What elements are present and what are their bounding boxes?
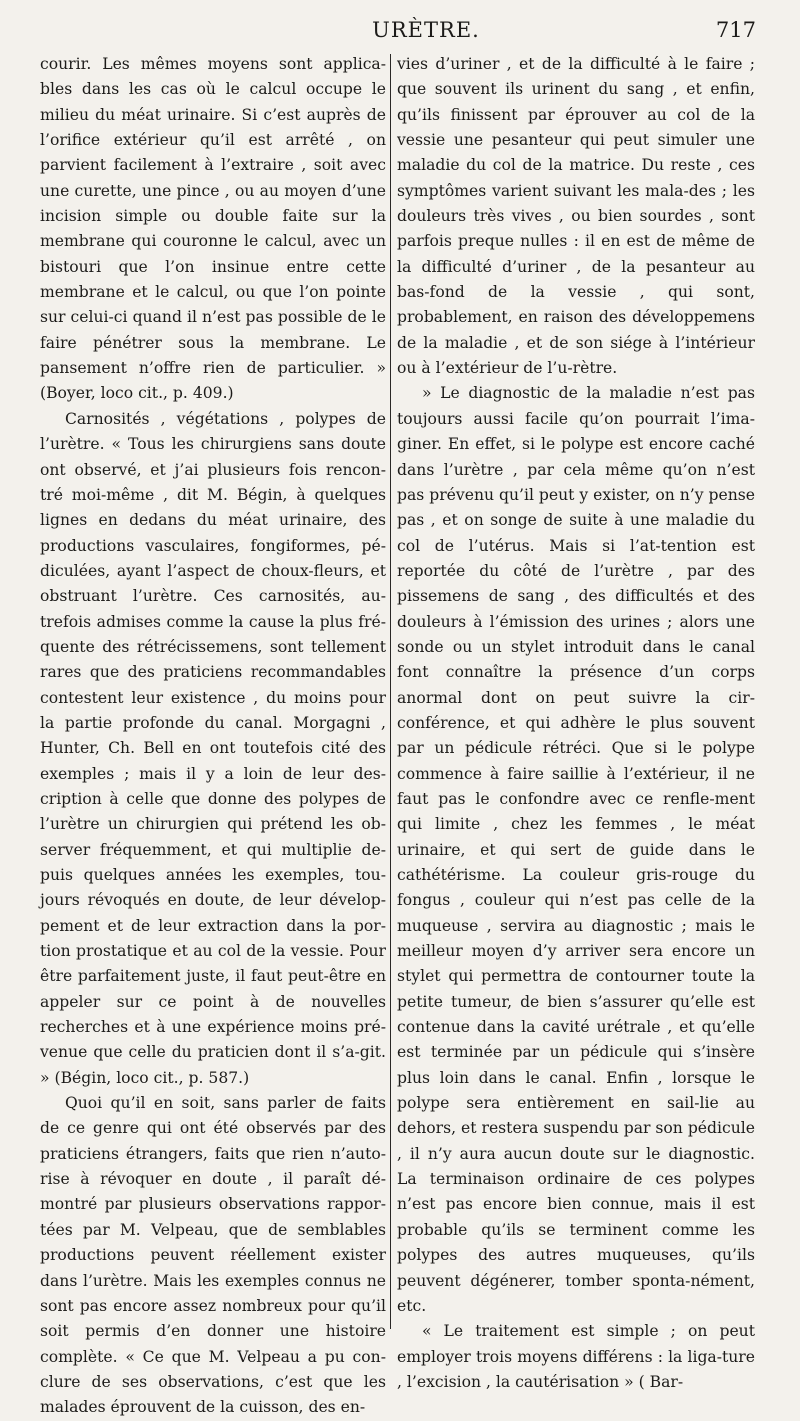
left-column	[40, 52, 386, 1421]
paragraph: courir. Les mêmes moyens sont applica-bles dans les cas où le calcul occupe le milieu du méat urinaire. Si c’est auprès de l’orifice extérieur qu’il est arrêté , on parvient facilement à l’extraire , soit avec une curette, une pince , ou au moyen d’une incision simple ou double faite sur la membrane qui couronne le calcul, avec un bistouri que l’on insinue entre cette membrane et le calcul, ou que l’on pointe sur celui-ci quand il n’est pas possible de le faire pénétrer sous la membrane. Le pansement n’offre rien de particulier. » (Boyer, loco cit., p. 409.)	[40, 55, 386, 403]
right-column	[397, 52, 755, 1395]
running-title: URÈTRE.	[372, 18, 480, 42]
paragraph: Quoi qu’il en soit, sans parler de faits de ce genre qui ont été observés par des praticiens étrangers, faits que rien n’auto-rise à révoquer en doute , il paraît dé-montré par plusieurs observations rappor-tées par M. Velpeau, que de semblables productions peuvent réellement exister dans l’urètre. Mais les exemples connus ne sont pas encore assez nombreux pour qu’il soit permis d’en donner une histoire complète. « Ce que M. Velpeau a pu con-clure de ses observations, c’est que les malades éprouvent de la cuisson, des en-	[40, 1094, 386, 1417]
page-number: 717	[715, 18, 756, 42]
column-divider	[390, 54, 391, 1329]
paragraph: « Le traitement est simple ; on peut employer trois moyens différens : la liga-ture , l’excision , la cautérisation » ( Bar-	[397, 1322, 755, 1391]
paragraph: Carnosités , végétations , polypes de l’urètre. « Tous les chirurgiens sans doute ont observé, et j’ai plusieurs fois rencon-tré moi-même , dit M. Bégin, à quelques lignes en dedans du méat urinaire, des productions vasculaires, fongiformes, pé-diculées, ayant l’aspect de choux-fleurs, et obstruant l’urètre. Ces carnosités, au-trefois admises comme la cause la plus fré-quente des rétrécissemens, sont tellement rares que des praticiens recommandables contestent leur existence , du moins pour la partie profonde du canal. Morgagni , Hunter, Ch. Bell en ont toutefois cité des exemples ; mais il y a loin de leur des-cription à celle que donne des polypes de l’urètre un chirurgien qui prétend les ob-server fréquemment, et qui multiplie de-puis quelques années les exemples, tou-jours révoqués en doute, de leur dévelop-pement et de leur extraction dans la por-tion prostatique et au col de la vessie. Pour être parfaitement juste, il faut peut-être en appeler sur ce point à de nouvelles recherches et à une expérience moins pré-venue que celle du praticien dont il s’a-git. » (Bégin, loco cit., p. 587.)	[40, 409, 386, 1087]
paragraph: » Le diagnostic de la maladie n’est pas toujours aussi facile qu’on pourrait l’ima-giner. En effet, si le polype est encore caché dans l’urètre , par cela même qu’on n’est pas prévenu qu’il peut y exister, on n’y pense pas , et on songe de suite à une maladie du col de l’utérus. Mais si l’at-tention est reportée du côté de l’urètre , par des pissemens de sang , des difficultés et des douleurs à l’émission des urines ; alors une sonde ou un stylet introduit dans le canal font connaître la présence d’un corps anormal dont on peut suivre la cir-conférence, et qui adhère le plus souvent par un pédicule rétréci. Que si le polype commence à faire saillie à l’extérieur, il ne faut pas le confondre avec ce renfle-ment qui limite , chez les femmes , le méat urinaire, et qui sert de guide dans le cathétérisme. La couleur gris-rouge du fongus , couleur qui n’est pas celle de la muqueuse , servira au diagnostic ; mais le meilleur moyen d’y arriver sera encore un stylet qui permettra de contourner toute la petite tumeur, de bien s’assurer qu’elle est contenue dans la cavité urétrale , et qu’elle est terminée par un pédicule qui s’insère plus loin dans le canal. Enfin , lorsque le polype sera entièrement en sail-lie au dehors, et restera suspendu par son pédicule , il n’y aura aucun doute sur le diagnostic. La terminaison ordinaire de ces polypes n’est pas encore bien connue, mais il est probable qu’ils se terminent comme les polypes des autres muqueuses, qu’ils peuvent dégénerer, tomber sponta-nément, etc.	[397, 384, 755, 1315]
paragraph: vies d’uriner , et de la difficulté à le faire ; que souvent ils urinent du sang , et enfin, qu’ils finissent par éprouver au col de la vessie une pesanteur qui peut simuler une maladie du col de la matrice. Du reste , ces symptômes varient suivant les mala-des ; les douleurs très vives , ou bien sourdes , sont parfois preque nulles : il en est de même de la difficulté d’uriner , de la pesanteur au bas-fond de la vessie , qui sont, probablement, en raison des développemens de la maladie , et de son siége à l’intérieur ou à l’extérieur de l’u-rètre.	[397, 55, 755, 378]
page-header	[96, 10, 756, 46]
